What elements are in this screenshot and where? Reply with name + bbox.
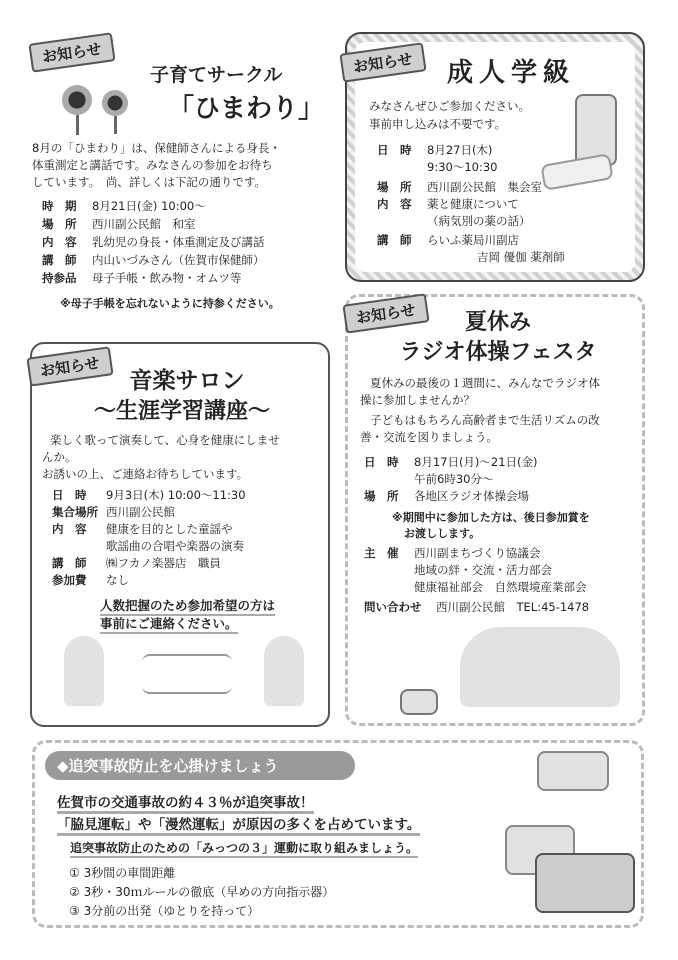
row-key: 日 時 xyxy=(364,455,399,469)
row-value: 8月17日(月)～21日(金) xyxy=(414,455,538,469)
intro-line: 操に参加しませんか？ xyxy=(360,393,475,407)
intro-line: 夏休みの最後の１週間に、みんなでラジオ体 xyxy=(370,376,600,390)
row-key: 集合場所 xyxy=(52,505,98,519)
radio-title-line1: 夏休み xyxy=(464,310,531,335)
detail-row xyxy=(377,142,492,159)
seijin-section xyxy=(345,32,645,282)
detail-row xyxy=(427,249,565,266)
detail-row xyxy=(52,521,233,538)
row-key: 日 時 xyxy=(377,143,412,157)
detail-row xyxy=(52,572,129,589)
detail-row xyxy=(377,159,497,176)
detail-row xyxy=(377,179,542,196)
row-key: 講 師 xyxy=(52,556,87,570)
detail-row xyxy=(52,504,175,521)
row-key: 場 所 xyxy=(42,217,77,231)
intro-line: 事前申し込みは不要です。 xyxy=(369,117,507,131)
ongaku-section xyxy=(30,342,330,727)
sunflower-icon xyxy=(102,90,128,116)
radio-note-line1: ※期間中に参加した方は、後日参加賞を xyxy=(392,511,590,524)
row-key: 内 容 xyxy=(42,235,77,249)
row-key: 講 師 xyxy=(42,253,77,267)
row-value: らいふ薬局川副店 xyxy=(427,233,519,247)
row-value: 乳幼児の身長・体重測定及び講話 xyxy=(92,235,265,249)
intro-line: しています。 尚、詳しくは下記の通りです。 xyxy=(32,175,266,189)
radio-section xyxy=(345,294,645,726)
row-value: 内山いづみさん（佐賀市保健師） xyxy=(92,253,265,267)
himawari-title-line1: 子育てサークル xyxy=(150,64,283,86)
row-key: 講 師 xyxy=(377,233,412,247)
row-value: 8月27日(木) xyxy=(427,143,493,157)
intro-line: 体重測定と講話です。みなさんの参加をお待ち xyxy=(32,158,273,172)
radio-note-line2: お渡しします。 xyxy=(404,527,481,540)
row-value: 西川副公民館 xyxy=(106,505,175,519)
row-value: 西川副公民館 集会室 xyxy=(427,180,542,194)
traffic-lead: 追突事故防止のための「みっつの３」運動に取り組みましょう。 xyxy=(70,839,418,858)
traffic-headline-2: 「脇見運転」や「漫然運転」が原因の多くを占めています。 xyxy=(57,813,420,836)
traffic-item: ② 3秒・30ｍルールの徹底（早めの方向指示器） xyxy=(69,885,335,899)
detail-row xyxy=(364,545,540,562)
row-value: （病気別の薬の話） xyxy=(427,214,531,228)
intro-line: んか。 xyxy=(42,450,77,464)
ongaku-title-line1: 音楽サロン xyxy=(129,368,245,394)
detail-row xyxy=(377,213,531,230)
detail-row xyxy=(42,252,265,269)
row-value: ㈱フカノ楽器店 職員 xyxy=(106,556,221,570)
row-key: 参加費 xyxy=(52,573,87,587)
row-value: 午前6時30分～ xyxy=(414,472,494,486)
row-key: 内 容 xyxy=(52,522,87,536)
row-value: 9:30～10:30 xyxy=(427,160,498,174)
intro-line: 子どもはもちろん高齢者まで生活リズムの改 xyxy=(370,413,600,427)
notice-tag: お知らせ xyxy=(26,346,113,386)
traffic-section xyxy=(32,740,644,928)
traffic-headline-1: 佐賀市の交通事故の約４３％が追突事故！ xyxy=(57,791,314,814)
exercising-people-icon xyxy=(460,627,620,707)
singing-boy-icon xyxy=(264,636,304,706)
detail-row xyxy=(42,234,265,251)
sunflower-icon xyxy=(62,85,92,115)
row-value: 各地区ラジオ体操会場 xyxy=(414,489,529,503)
contact-row xyxy=(364,599,589,616)
detail-row xyxy=(52,555,221,572)
car-icon xyxy=(535,853,635,913)
row-value: 吉岡 優伽 薬剤師 xyxy=(477,250,565,264)
traffic-banner: ◆追突事故防止を心掛けましょう xyxy=(45,751,355,780)
intro-line: お誘いの上、ご連絡お待ちしています。 xyxy=(42,467,249,481)
row-value: なし xyxy=(106,573,129,587)
ongaku-note-line1: 人数把握のため参加希望の方は xyxy=(100,596,275,616)
detail-row xyxy=(364,562,552,579)
detail-row xyxy=(42,270,242,287)
row-key: 時 期 xyxy=(42,199,77,213)
radio-icon xyxy=(400,689,438,715)
detail-row xyxy=(377,232,519,249)
intro-line: 8月の「ひまわり」は、保健師さんによる身長・ xyxy=(32,141,281,155)
row-value: 母子手帳・飲み物・オムツ等 xyxy=(92,271,242,285)
row-key: 場 所 xyxy=(364,489,399,503)
detail-row xyxy=(364,488,529,505)
row-value: 健康福祉部会 自然環境産業部会 xyxy=(414,580,587,594)
intro-line: 善・交流を図りましょう。 xyxy=(360,430,498,444)
radio-title-line2: ラジオ体操フェスタ xyxy=(399,340,597,365)
intro-line: みなさんぜひご参加ください。 xyxy=(369,99,530,113)
car-icon xyxy=(537,751,609,791)
intro-line: 楽しく歌って演奏して、心身を健康にしませ xyxy=(50,433,280,447)
detail-row xyxy=(364,579,587,596)
detail-row xyxy=(42,198,206,215)
row-value: 西川副まちづくり協議会 xyxy=(414,546,541,560)
detail-row xyxy=(42,216,196,233)
traffic-item: ① 3秒間の車間距離 xyxy=(69,866,176,880)
singing-girl-icon xyxy=(64,636,104,706)
row-value: 西川副公民館 和室 xyxy=(92,217,196,231)
music-notes-icon xyxy=(142,654,232,694)
row-key: 持参品 xyxy=(42,271,77,285)
detail-row xyxy=(364,454,538,471)
row-key: 主 催 xyxy=(364,546,399,560)
himawari-note: ※母子手帳を忘れないように持参ください。 xyxy=(60,297,280,310)
notice-tag: お知らせ xyxy=(28,32,115,72)
notice-tag: お知らせ xyxy=(339,42,426,82)
detail-row xyxy=(52,487,246,504)
row-value: 西川副公民館 TEL:45-1478 xyxy=(436,600,590,614)
row-key: 日 時 xyxy=(52,488,87,502)
himawari-title-line2: 「ひまわり」 xyxy=(168,94,325,124)
detail-row xyxy=(377,196,519,213)
traffic-item: ③ 3分前の出発（ゆとりを持って） xyxy=(69,904,260,918)
notice-tag: お知らせ xyxy=(342,293,429,333)
row-value: 薬と健康について xyxy=(427,197,519,211)
row-value: 8月21日(金) 10:00～ xyxy=(92,199,206,213)
row-value: 健康を目的とした童謡や xyxy=(106,522,233,536)
row-value: 9月3日(木) 10:00～11:30 xyxy=(106,488,246,502)
row-key: 問い合わせ xyxy=(364,600,422,614)
sunflower-stem xyxy=(114,116,117,134)
row-key: 内 容 xyxy=(377,197,412,211)
detail-row xyxy=(364,471,493,488)
sunflower-stem xyxy=(76,115,79,135)
row-key: 場 所 xyxy=(377,180,412,194)
ongaku-note-line2: 事前にご連絡ください。 xyxy=(100,614,238,634)
row-value: 歌謡曲の合唱や楽器の演奏 xyxy=(106,539,244,553)
seijin-title: 成人学級 xyxy=(447,58,576,88)
ongaku-title-line2: ～生涯学習講座～ xyxy=(93,399,270,424)
detail-row xyxy=(52,538,244,555)
himawari-section xyxy=(20,30,338,330)
row-value: 地域の絆・交流・活力部会 xyxy=(414,563,552,577)
